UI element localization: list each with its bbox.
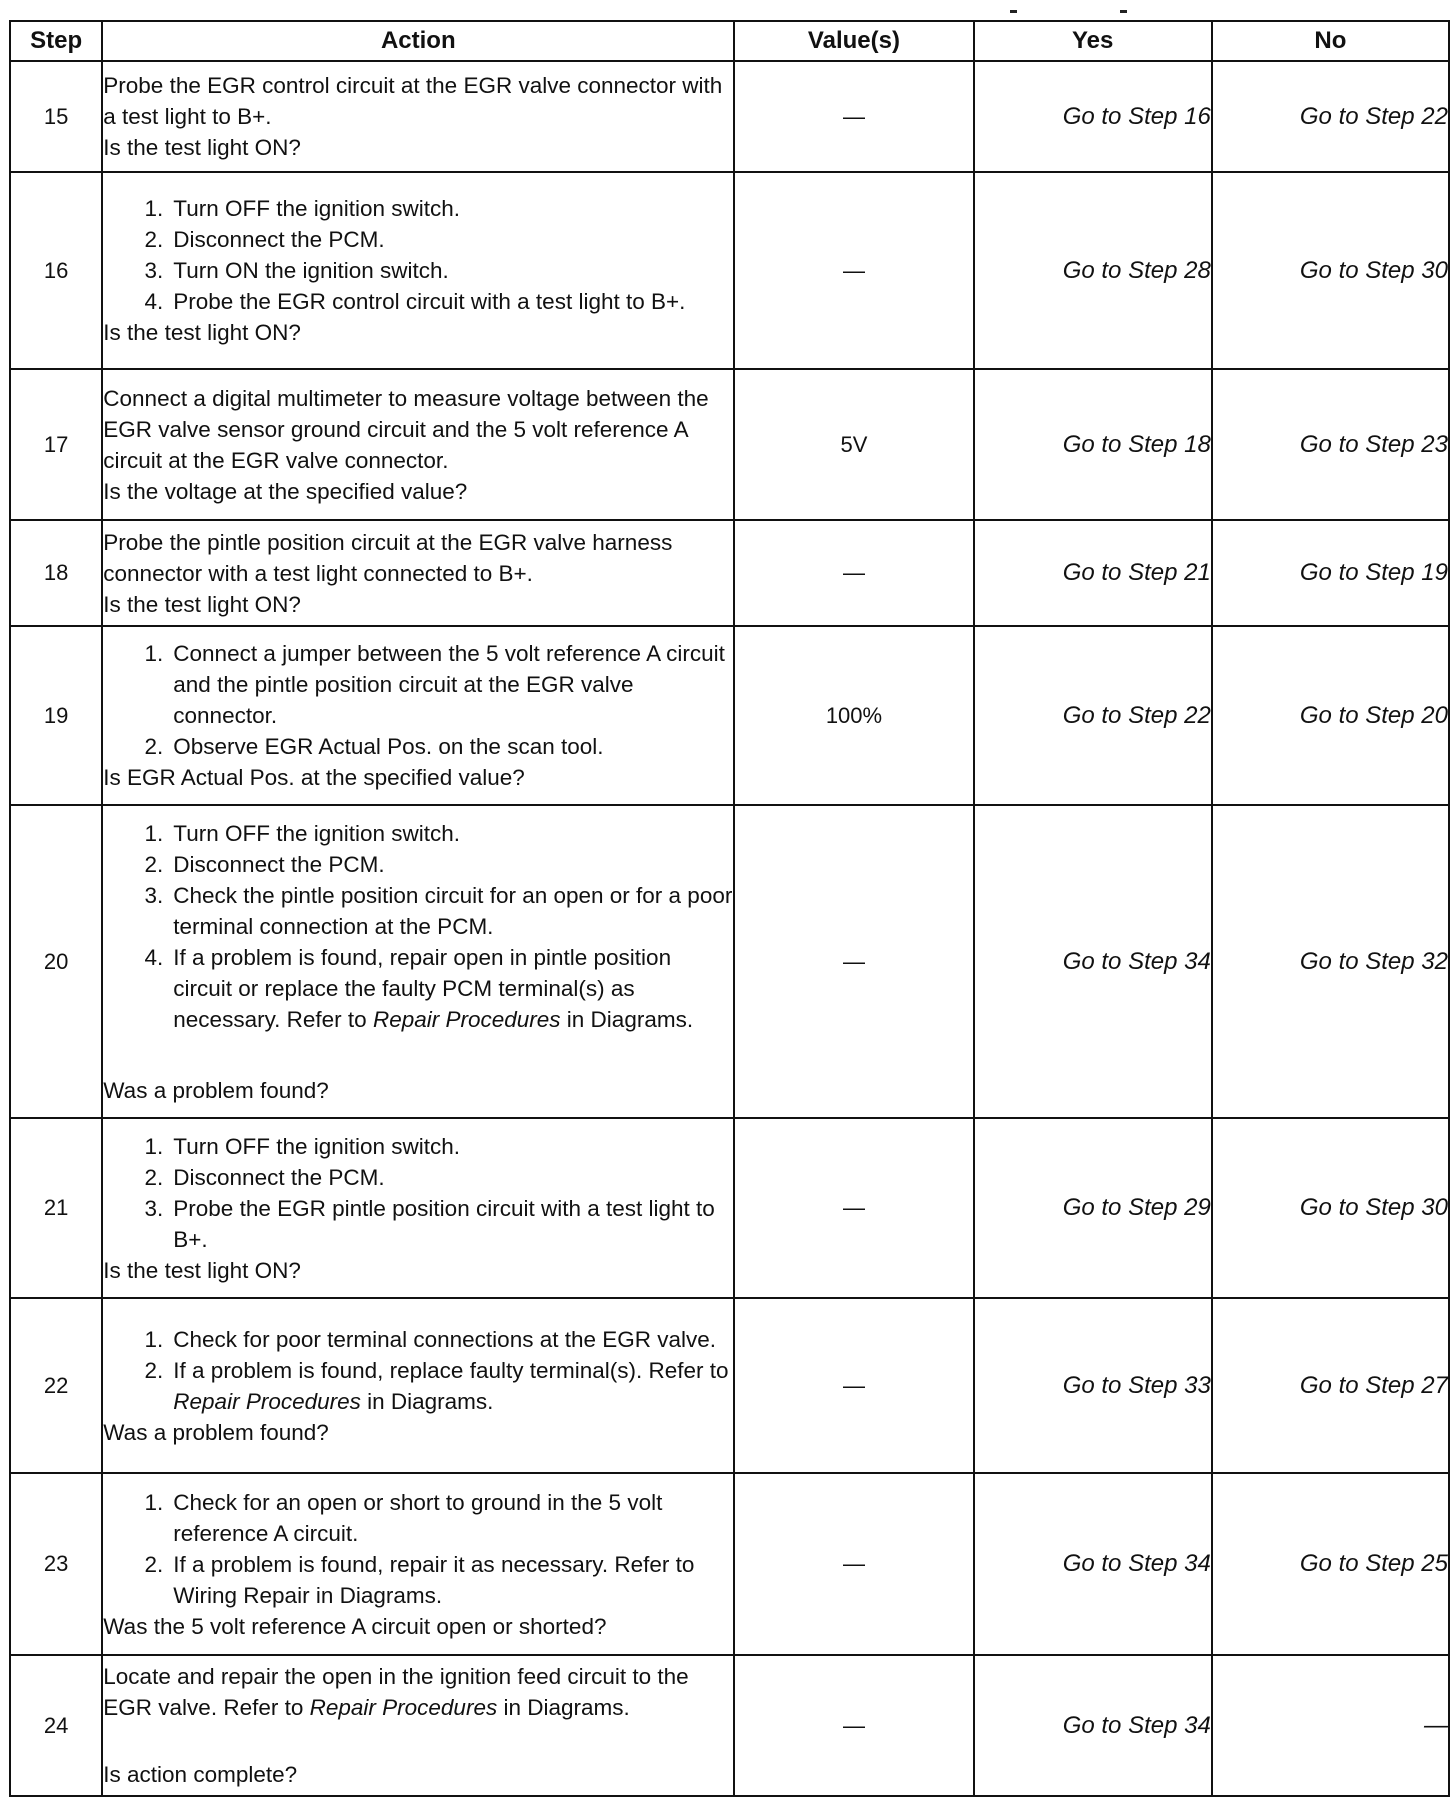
step-number: 16 xyxy=(10,172,102,369)
action-text: Probe the EGR control circuit at the EGR valve connector with a test light to B+. xyxy=(103,73,723,129)
header-yes: Yes xyxy=(974,21,1212,61)
repair-procedures-reference: Repair Procedures xyxy=(173,1388,361,1414)
value-cell: — xyxy=(734,1118,973,1298)
step-number: 21 xyxy=(10,1118,102,1298)
table-row xyxy=(10,1655,1449,1796)
table-row xyxy=(10,520,1449,626)
action-question: Is the test light ON? xyxy=(103,135,301,160)
action-step-item: 2. Observe EGR Actual Pos. on the scan tool. xyxy=(144,734,604,759)
step-number: 15 xyxy=(10,61,102,172)
action-step-item: 3. Check the pintle position circuit for an open or for a poor terminal connection at the PCM. xyxy=(144,882,733,939)
action-text: Locate and repair the open in the ignition feed circuit to the EGR valve. Refer to Repair Procedures in Diagrams. xyxy=(103,1664,689,1720)
action-step-item: 2. If a problem is found, repair it as necessary. Refer to Wiring Repair in Diagrams. xyxy=(144,1551,695,1608)
action-cell xyxy=(102,626,734,805)
yes-cell: Go to Step 34 xyxy=(974,1655,1212,1796)
no-cell: Go to Step 20 xyxy=(1212,626,1449,805)
action-cell xyxy=(102,520,734,626)
table-row xyxy=(10,626,1449,805)
action-step-item: 2. Disconnect the PCM. xyxy=(144,1164,385,1190)
table-row xyxy=(10,172,1449,369)
yes-cell: Go to Step 16 xyxy=(974,61,1212,172)
action-question: Is the voltage at the specified value? xyxy=(103,478,468,504)
yes-cell: Go to Step 29 xyxy=(974,1118,1212,1298)
no-cell: Go to Step 25 xyxy=(1212,1473,1449,1655)
action-step-item: 1. Connect a jumper between the 5 volt reference A circuit and the pintle position circuit at the EGR valve connector. xyxy=(144,641,725,728)
header-no: No xyxy=(1212,21,1449,61)
action-cell xyxy=(102,1298,734,1473)
repair-procedures-reference: Repair Procedures xyxy=(309,1695,498,1720)
repair-procedures-reference: Repair Procedures xyxy=(372,1006,561,1032)
action-step-item: 2. Disconnect the PCM. xyxy=(144,851,385,877)
step-number: 22 xyxy=(10,1298,102,1473)
value-cell: — xyxy=(734,1298,973,1473)
header-step: Step xyxy=(10,21,102,61)
action-step-item: 1. Check for poor terminal connections at the EGR valve. xyxy=(144,1326,717,1352)
value-cell: — xyxy=(734,61,973,172)
step-number: 19 xyxy=(10,626,102,805)
value-cell: — xyxy=(734,172,973,369)
no-cell: Go to Step 19 xyxy=(1212,520,1449,626)
header-row xyxy=(10,21,1449,61)
header-values: Value(s) xyxy=(734,21,973,61)
action-step-item: 1. Turn OFF the ignition switch. xyxy=(144,820,461,846)
action-question: Is the test light ON? xyxy=(103,1257,301,1283)
value-cell: — xyxy=(734,520,973,626)
action-cell xyxy=(102,369,734,520)
value-cell: — xyxy=(734,1655,973,1796)
action-question: Is the test light ON? xyxy=(103,320,301,345)
no-cell: Go to Step 22 xyxy=(1212,61,1449,172)
table-row xyxy=(10,1473,1449,1655)
action-question: Was a problem found? xyxy=(103,1419,329,1445)
header-action: Action xyxy=(102,21,734,61)
action-question: Was the 5 volt reference A circuit open or shorted? xyxy=(103,1613,607,1639)
value-cell: — xyxy=(734,805,973,1118)
action-cell xyxy=(102,1118,734,1298)
step-number: 17 xyxy=(10,369,102,520)
action-text: Probe the pintle position circuit at the EGR valve harness connector with a test light connected to B+. xyxy=(103,529,673,586)
yes-cell: Go to Step 34 xyxy=(974,1473,1212,1655)
value-cell: 100% xyxy=(734,626,973,805)
yes-cell: Go to Step 28 xyxy=(974,172,1212,369)
no-cell: Go to Step 27 xyxy=(1212,1298,1449,1473)
table-row xyxy=(10,369,1449,520)
action-step-item: 1. Turn OFF the ignition switch. xyxy=(144,196,461,221)
no-cell: Go to Step 23 xyxy=(1212,369,1449,520)
value-cell: 5V xyxy=(734,369,973,520)
action-cell xyxy=(102,61,734,172)
yes-cell: Go to Step 33 xyxy=(974,1298,1212,1473)
action-question: Is EGR Actual Pos. at the specified value? xyxy=(103,765,525,790)
action-step-item: 1. Check for an open or short to ground in the 5 volt reference A circuit. xyxy=(144,1489,663,1546)
table-row xyxy=(10,1298,1449,1473)
action-step-item: 4. Probe the EGR control circuit with a test light to B+. xyxy=(144,289,686,314)
step-number: 20 xyxy=(10,805,102,1118)
action-step-item: 2. If a problem is found, replace faulty terminal(s). Refer to Repair Procedures in Diagrams. xyxy=(144,1357,729,1414)
yes-cell: Go to Step 34 xyxy=(974,805,1212,1118)
step-number: 18 xyxy=(10,520,102,626)
action-cell xyxy=(102,172,734,369)
action-question: Is action complete? xyxy=(103,1762,298,1787)
yes-cell: Go to Step 21 xyxy=(974,520,1212,626)
step-number: 24 xyxy=(10,1655,102,1796)
table-row xyxy=(10,1118,1449,1298)
diagnostic-table xyxy=(9,20,1450,1797)
no-cell: Go to Step 30 xyxy=(1212,1118,1449,1298)
yes-cell: Go to Step 18 xyxy=(974,369,1212,520)
action-cell xyxy=(102,1655,734,1796)
no-cell: Go to Step 30 xyxy=(1212,172,1449,369)
action-cell xyxy=(102,1473,734,1655)
value-cell: — xyxy=(734,1473,973,1655)
action-step-item: 4. If a problem is found, repair open in pintle position circuit or replace the faulty PCM terminal(s) as necessary. Refer to Repair Procedures in Diagrams. xyxy=(144,944,694,1032)
table-row xyxy=(10,61,1449,172)
action-question: Was a problem found? xyxy=(103,1077,329,1103)
action-step-item: 1. Turn OFF the ignition switch. xyxy=(144,1133,461,1159)
action-step-item: 2. Disconnect the PCM. xyxy=(144,227,385,252)
yes-cell: Go to Step 22 xyxy=(974,626,1212,805)
table-row xyxy=(10,805,1449,1118)
action-question: Is the test light ON? xyxy=(103,591,301,617)
no-cell: Go to Step 32 xyxy=(1212,805,1449,1118)
action-step-item: 3. Turn ON the ignition switch. xyxy=(144,258,449,283)
step-number: 23 xyxy=(10,1473,102,1655)
no-cell: — xyxy=(1212,1655,1449,1796)
action-cell xyxy=(102,805,734,1118)
action-text: Connect a digital multimeter to measure voltage between the EGR valve sensor ground circuit and the 5 volt reference A circuit at the EGR valve connector. xyxy=(103,385,709,473)
action-step-item: 3. Probe the EGR pintle position circuit with a test light to B+. xyxy=(144,1195,715,1252)
top-scan-marks xyxy=(1010,0,1130,14)
